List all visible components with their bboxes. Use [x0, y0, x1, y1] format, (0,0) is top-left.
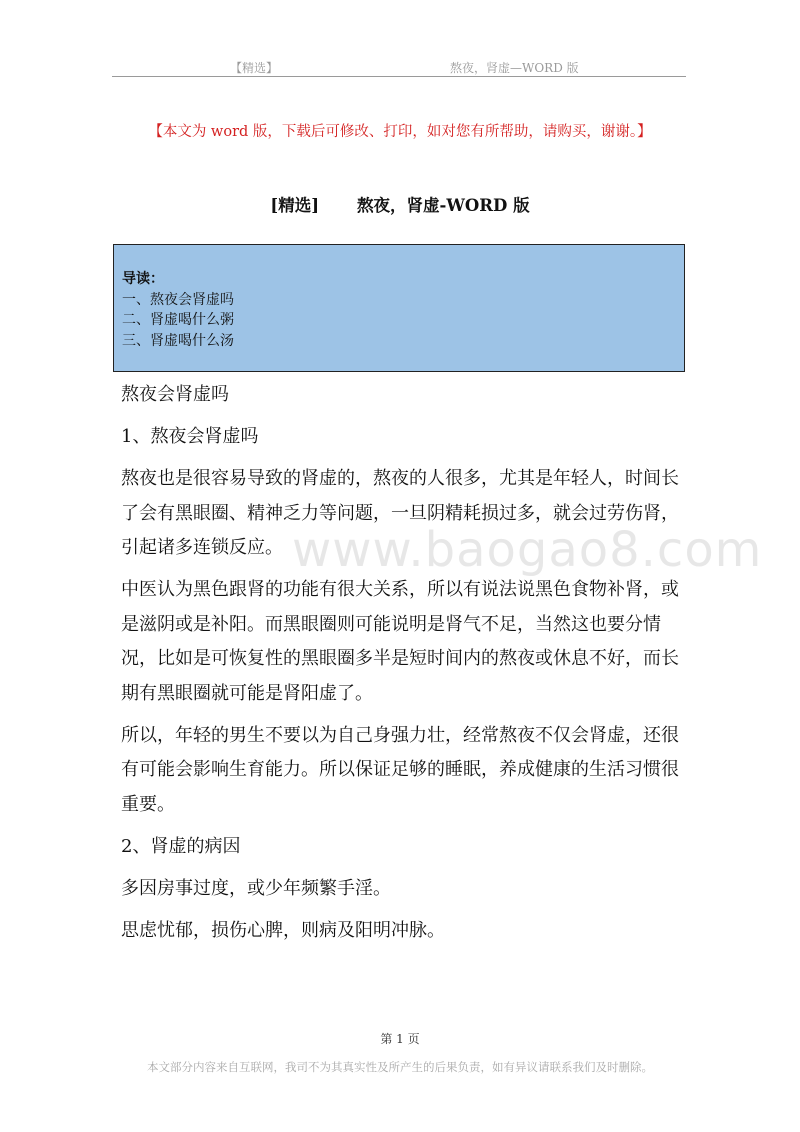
- reading-guide-box: [113, 244, 685, 372]
- guide-label: 导读：: [122, 271, 164, 287]
- body-paragraph: 多因房事过度，或少年频繁手淫。: [121, 877, 391, 899]
- body-paragraph: 所以，年轻的男生不要以为自己身强力壮，经常熬夜不仅会肾虚，还很有可能会影响生育能力。所以保证足够的睡眠，养成健康的生活习惯很重要。: [121, 724, 679, 815]
- subsection-heading: 1、熬夜会肾虚吗: [121, 426, 259, 447]
- guide-item: 三、肾虚喝什么汤: [122, 332, 234, 349]
- guide-item: 二、肾虚喝什么粥: [122, 312, 234, 328]
- article-body: [121, 378, 689, 956]
- header-left-text: 【精选】: [230, 61, 279, 75]
- watermark-text: www.baogao8.com: [292, 522, 763, 578]
- subsection-heading: 2、肾虚的病因: [121, 835, 241, 857]
- footer-disclaimer: 本文部分内容来自互联网，我司不为其真实性及所产生的后果负责，如有异议请联系我们及时删除。: [147, 1060, 653, 1074]
- title-tag: [精选]: [270, 196, 320, 215]
- document-title: [0, 192, 800, 216]
- body-paragraph: 熬夜也是很容易导致的肾虚的，熬夜的人很多，尤其是年轻人，时间长了会有黑眼圈、精神乏力等问题，一旦阴精耗损过多，就会过劳伤肾，引起诸多连锁反应。: [121, 468, 679, 558]
- body-paragraph: 思虑忧郁，损伤心脾，则病及阳明冲脉。: [121, 919, 445, 941]
- page-number: 第 1 页: [380, 1032, 420, 1046]
- section-heading: 熬夜会肾虚吗: [121, 384, 229, 405]
- purchase-notice: 【本文为 word 版，下载后可修改、打印，如对您有所帮助，请购买，谢谢。】: [148, 124, 652, 140]
- page-header: [112, 57, 686, 77]
- body-paragraph: 中医认为黑色跟肾的功能有很大关系，所以有说法说黑色食物补肾，或是滋阴或是补阳。而黑眼圈则可能说明是肾气不足，当然这也要分情况，比如是可恢复性的黑眼圈多半是短时间内的熬夜或休息不好，而长期有黑眼圈就可能是肾阳虚了。: [121, 579, 679, 704]
- header-right-text: 熬夜，肾虚—WORD 版: [450, 61, 579, 75]
- header-divider: [112, 76, 686, 77]
- guide-item: 一、熬夜会肾虚吗: [122, 291, 234, 308]
- title-main: 熬夜，肾虚-WORD 版: [357, 196, 530, 215]
